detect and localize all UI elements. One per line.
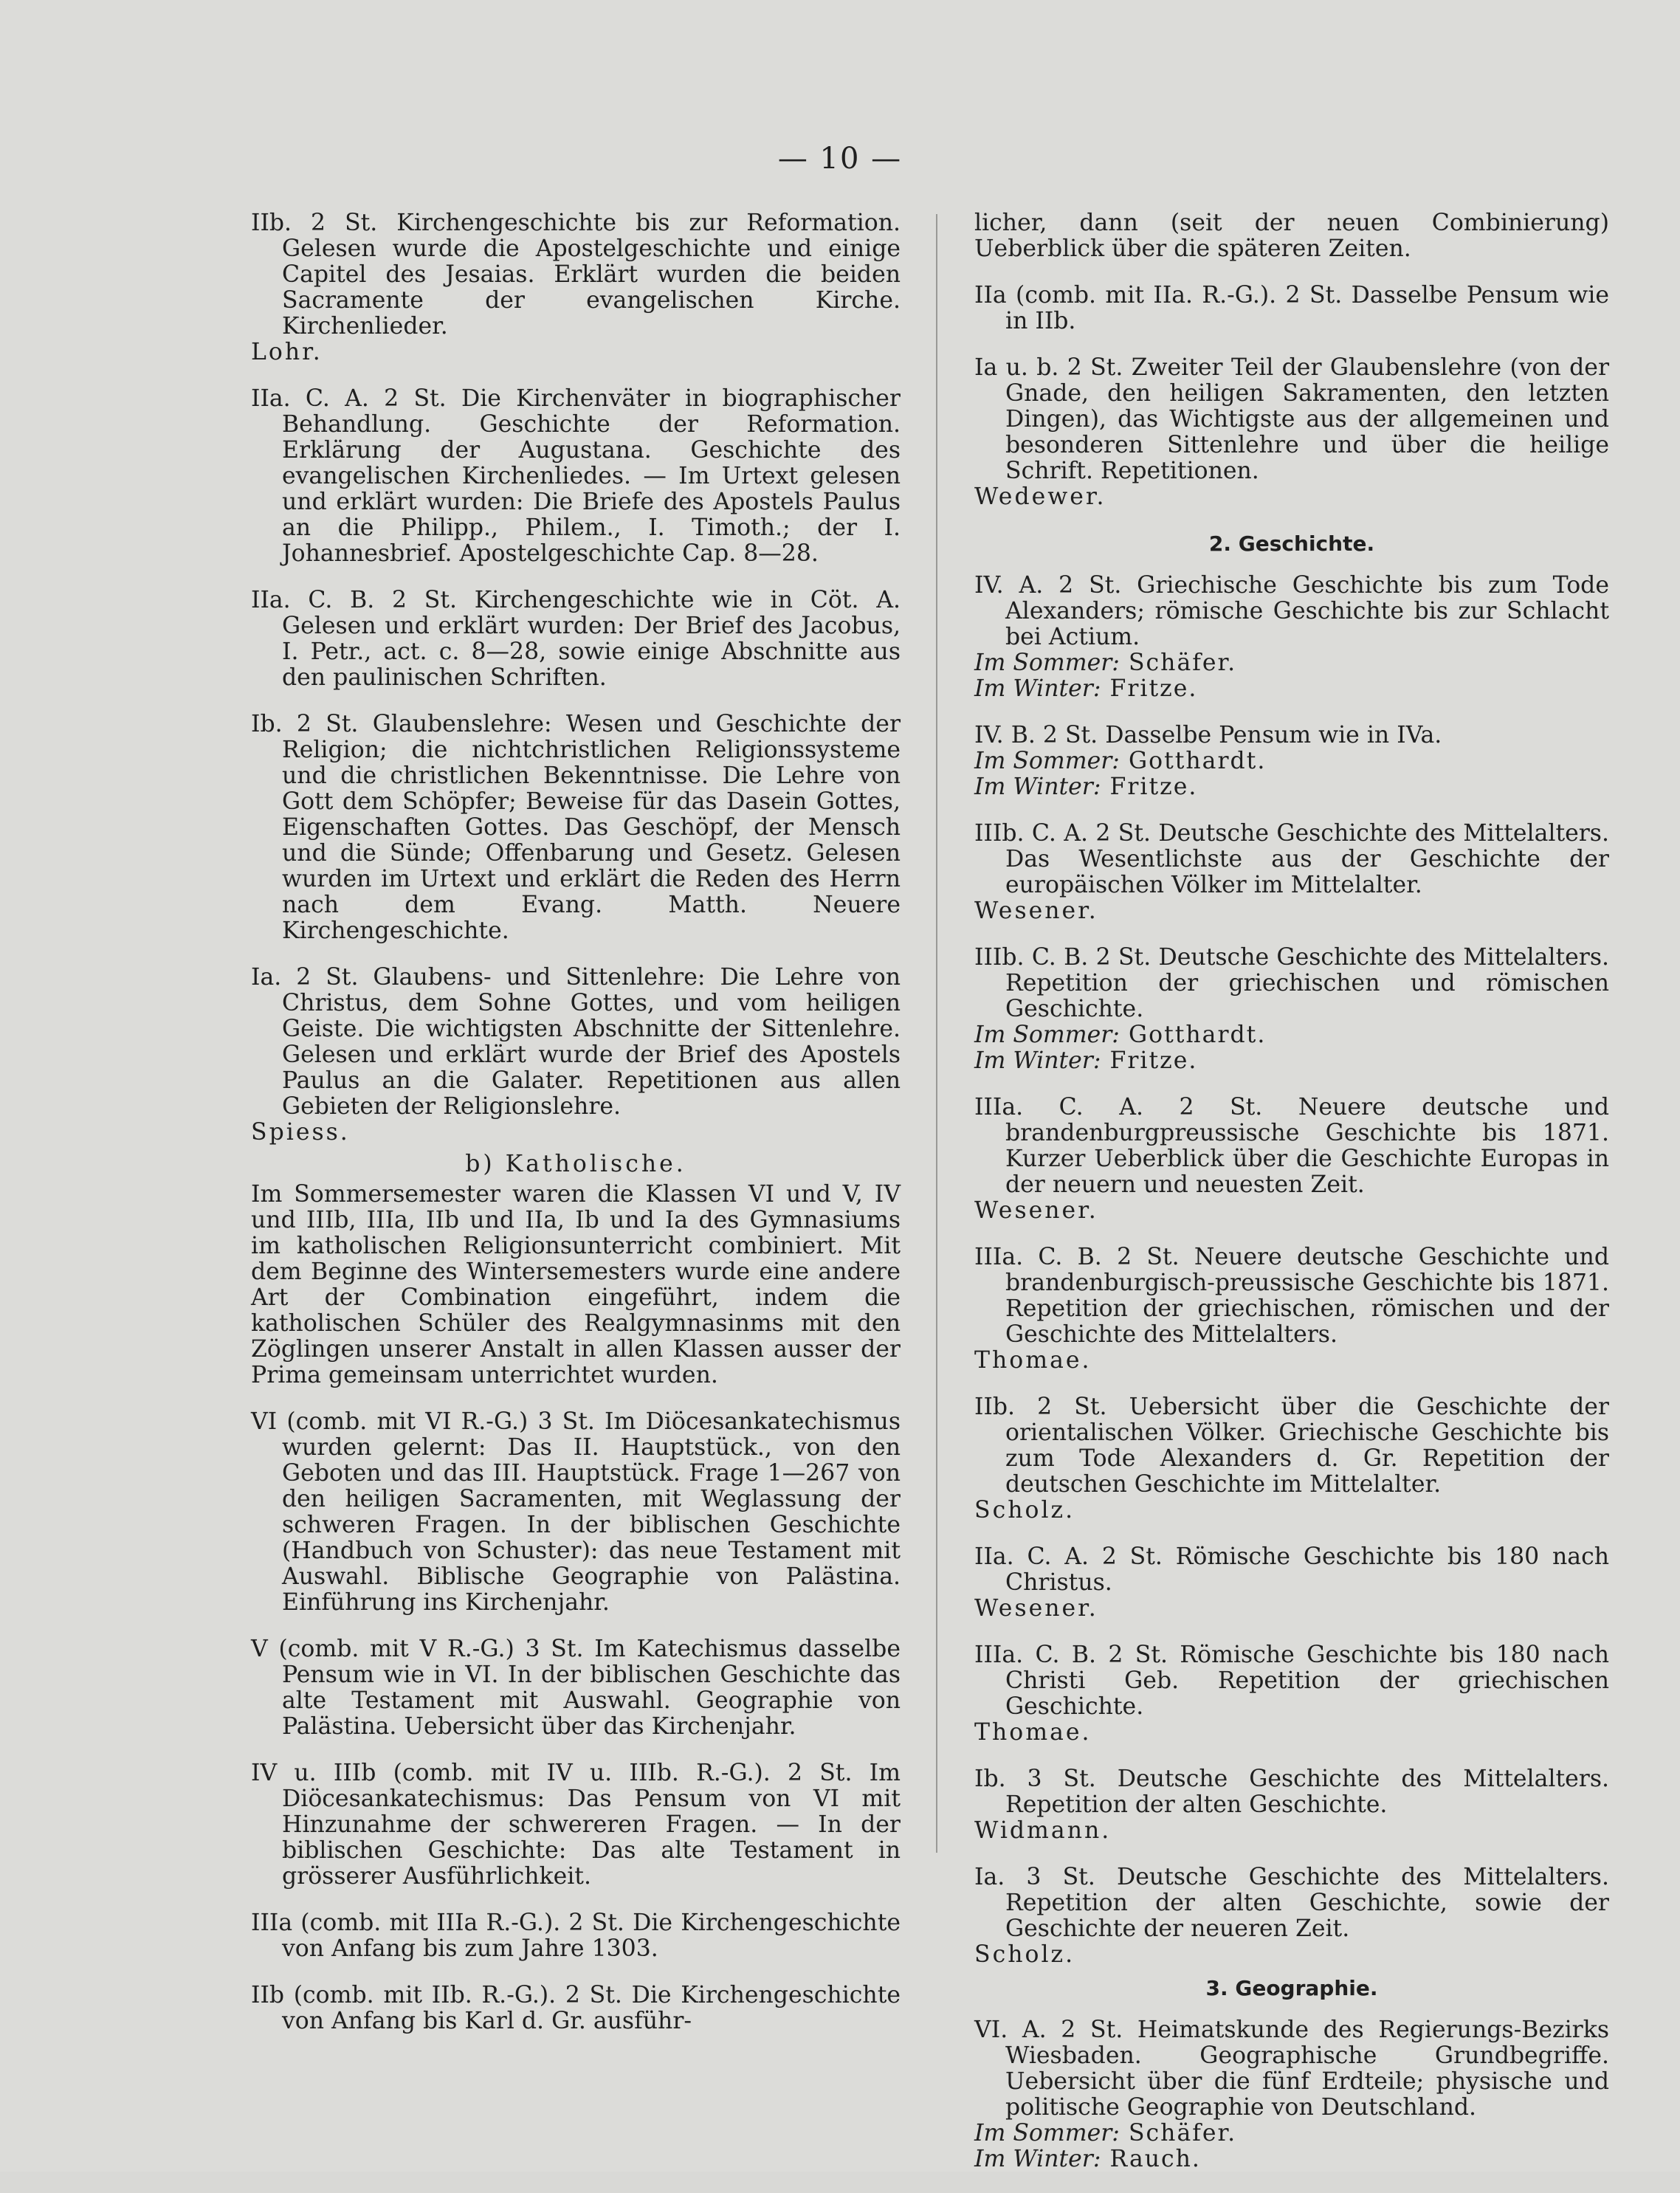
geographie-heading: 3. Geographie. bbox=[1205, 1976, 1378, 2000]
entry-text: IIa. C. A. 2 St. Römische Geschichte bis 180 nach Christus. bbox=[974, 1543, 1609, 1596]
entry-text: Ib. 3 St. Deutsche Geschichte des Mittelalters. Repetition der alten Geschichte. bbox=[974, 1766, 1609, 1818]
teacher-signature: Lohr. bbox=[251, 339, 323, 365]
entry-iia-ca-geschichte bbox=[974, 1544, 1609, 1622]
entry-text: IIa. C. B. 2 St. Kirchengeschichte wie in Cöt. A. Gelesen und erklärt wurden: Der Brief des Jacobus, I. Petr., act. c. 8—28, sowie einige Abschnitte aus den paulinischen Schriften. bbox=[251, 587, 901, 691]
entry-text: VI (comb. mit VI R.-G.) 3 St. Im Diöcesankatechismus wurden gelernt: Das II. Hauptstück., von den Geboten und das III. Hauptstück. Frage 1—267 von den heiligen Sacramenten, mit Weglassung der schweren Fragen. In der biblischen Geschichte (Handbuch von Schuster): das neue Testament mit Auswahl. Biblische Geographie von Palästina. Einführung ins Kirchenjahr. bbox=[251, 1408, 901, 1616]
entry-text: IIIa (comb. mit IIIa R.-G.). 2 St. Die Kirchengeschichte von Anfang bis zum Jahre 1303. bbox=[251, 1910, 901, 1962]
summer-teacher: Im Sommer: Schäfer. bbox=[974, 650, 1237, 676]
teacher-signature: Wesener. bbox=[974, 1197, 1098, 1224]
summer-teacher: Im Sommer: Gotthardt. bbox=[974, 1022, 1267, 1048]
teacher-signature: Wesener. bbox=[974, 1595, 1098, 1622]
entry-text: IV. A. 2 St. Griechische Geschichte bis zum Tode Alexanders; römische Geschichte bis zur Schlacht bei Actium. bbox=[974, 572, 1609, 650]
entry-iiia-ca bbox=[974, 1095, 1609, 1224]
entry-text: IIIb. C. B. 2 St. Deutsche Geschichte des Mittelalters. Repetition der griechischen und römischen Geschichte. bbox=[974, 944, 1609, 1022]
entry-text: VI. A. 2 St. Heimatskunde des Regierungs-Bezirks Wiesbaden. Geographische Grundbegriffe. Uebersicht über die fünf Erdteile; physische und politische Geographie von Deutschland. bbox=[974, 2017, 1609, 2121]
continuation-paragraph: licher, dann (seit der neuen Combinierung) Ueberblick über die späteren Zeiten. bbox=[974, 210, 1609, 262]
winter-teacher: Im Winter: Fritze. bbox=[974, 675, 1198, 702]
entry-text: Ia. 3 St. Deutsche Geschichte des Mittelalters. Repetition der alten Geschichte, sowie der Geschichte der neueren Zeit. bbox=[974, 1864, 1609, 1942]
entry-iiib-cb bbox=[974, 945, 1609, 1074]
entry-ia-geschichte bbox=[974, 1865, 1609, 1968]
continuation-text bbox=[974, 210, 1609, 262]
entry-text: IIb (comb. mit IIb. R.-G.). 2 St. Die Kirchengeschichte von Anfang bis Karl d. Gr. ausführ- bbox=[251, 1982, 901, 2034]
entry-iib-geschichte bbox=[974, 1394, 1609, 1524]
entry-iia-comb bbox=[974, 283, 1609, 334]
entry-iv-iiib bbox=[251, 1760, 901, 1890]
entry-text: IIIa. C. A. 2 St. Neuere deutsche und brandenburgpreussische Geschichte bis 1871. Kurzer Ueberblick über die Geschichte Europas in der neuern und neuesten Zeit. bbox=[974, 1094, 1609, 1198]
entry-ia-glaubenslehre bbox=[251, 965, 901, 1146]
teacher-signature: Wesener. bbox=[974, 898, 1098, 924]
entry-iib-kirchengeschichte bbox=[251, 210, 901, 365]
teacher-signature: Thomae. bbox=[974, 1719, 1092, 1746]
left-column bbox=[251, 210, 901, 2055]
entry-ib-geschichte bbox=[974, 1766, 1609, 1844]
entry-text: IIa (comb. mit IIa. R.-G.). 2 St. Dasselbe Pensum wie in IIb. bbox=[974, 282, 1609, 334]
entry-iv-a bbox=[974, 573, 1609, 702]
intro-text: Im Sommersemester waren die Klassen VI und V, IV und IIIb, IIIa, IIb und IIa, Ib und Ia des Gymnasiums im katholischen Religionsunterricht combiniert. Mit dem Beginne des Wintersemesters wurde eine andere Art der Combination eingeführt, indem die katholischen Schüler des Realgymnasinms mit den Zöglingen unserer Anstalt in allen Klassen ausser der Prima gemeinsam unterrichtet wurden. bbox=[251, 1181, 901, 1388]
entry-text: IIa. C. A. 2 St. Die Kirchenväter in biographischer Behandlung. Geschichte der Reformation. Erklärung der Augustana. Geschichte des evangelischen Kirchenliedes. — Im Urtext gelesen und erklärt wurden: Die Briefe des Apostels Paulus an die Philipp., Philem., I. Timoth.; der I. Johannesbrief. Apostelgeschichte Cap. 8—28. bbox=[251, 385, 901, 567]
geschichte-heading: 2. Geschichte. bbox=[1208, 531, 1375, 556]
winter-teacher: Im Winter: Fritze. bbox=[974, 1047, 1198, 1074]
katholische-heading: b) Katholische. bbox=[465, 1151, 686, 1177]
entry-text: IV. B. 2 St. Dasselbe Pensum wie in IVa. bbox=[974, 722, 1442, 748]
entry-text: IIIa. C. B. 2 St. Römische Geschichte bis 180 nach Christi Geb. Repetition der griechischen Geschichte. bbox=[974, 1642, 1609, 1720]
entry-text: Ib. 2 St. Glaubenslehre: Wesen und Geschichte der Religion; die nichtchristlichen Religionssysteme und die christlichen Bekenntnisse. Die Lehre von Gott dem Schöpfer; Beweise für das Dasein Gottes, Eigenschaften Gottes. Das Geschöpf, der Mensch und die Sünde; Offenbarung und Gesetz. Gelesen wurden im Urtext und erklärt die Reden des Herrn nach dem Evang. Matth. Neuere Kirchengeschichte. bbox=[251, 711, 901, 944]
entry-ia-ib-glaubenslehre bbox=[974, 355, 1609, 510]
entry-text: IIIb. C. A. 2 St. Deutsche Geschichte des Mittelalters. Das Wesentlichste aus der Geschichte der europäischen Völker im Mittelalter. bbox=[974, 820, 1609, 898]
teacher-signature: Widmann. bbox=[974, 1817, 1112, 1844]
entry-text: Ia. 2 St. Glaubens- und Sittenlehre: Die Lehre von Christus, dem Sohne Gottes, und vom heiligen Geiste. Die wichtigsten Abschnitte der Sittenlehre. Gelesen und erklärt wurde der Brief des Apostels Paulus an die Galater. Repetitionen aus allen Gebieten der Religionslehre. bbox=[251, 964, 901, 1120]
entry-text: IIb. 2 St. Uebersicht über die Geschichte der orientalischen Völker. Griechische Geschichte bis zum Tode Alexanders d. Gr. Repetition der deutschen Geschichte im Mittelalter. bbox=[974, 1394, 1609, 1498]
entry-text: V (comb. mit V R.-G.) 3 St. Im Katechismus dasselbe Pensum wie in VI. In der biblischen Geschichte das alte Testament mit Auswahl. Geographie von Palästina. Uebersicht über das Kirchenjahr. bbox=[251, 1636, 901, 1740]
winter-teacher: Im Winter: Rauch. bbox=[974, 2146, 1201, 2172]
entry-iia-cb bbox=[251, 588, 901, 691]
right-column bbox=[974, 210, 1609, 2193]
entry-v-katechismus bbox=[251, 1636, 901, 1740]
summer-teacher: Im Sommer: Schäfer. bbox=[974, 2120, 1237, 2146]
entry-vi-a-geographie bbox=[974, 2017, 1609, 2172]
katholische-intro bbox=[251, 1182, 901, 1388]
column-divider bbox=[936, 214, 937, 1853]
entry-iia-ca bbox=[251, 386, 901, 567]
teacher-signature: Spiess. bbox=[251, 1119, 350, 1146]
entry-iiia-kirchengeschichte bbox=[251, 1910, 901, 1962]
summer-teacher: Im Sommer: Gotthardt. bbox=[974, 748, 1267, 774]
teacher-signature: Scholz. bbox=[974, 1497, 1075, 1524]
entry-iv-b bbox=[974, 723, 1609, 800]
teacher-signature: Thomae. bbox=[974, 1347, 1092, 1374]
entry-iib-kirchengeschichte-comb bbox=[251, 1983, 901, 2034]
teacher-signature: Wedewer. bbox=[974, 483, 1106, 510]
entry-vi-katechismus bbox=[251, 1409, 901, 1616]
entry-text: IIb. 2 St. Kirchengeschichte bis zur Reformation. Gelesen wurde die Apostelgeschichte und einige Capitel des Jesaias. Erklärt wurden die beiden Sacramente der evangelischen Kirche. Kirchenlieder. bbox=[251, 210, 901, 340]
entry-text: IV u. IIIb (comb. mit IV u. IIIb. R.-G.). 2 St. Im Diöcesankatechismus: Das Pensum von VI mit Hinzunahme der schwereren Fragen. — In der biblischen Geschichte: Das alte Testament in grösserer Ausführlichkeit. bbox=[251, 1760, 901, 1890]
winter-teacher: Im Winter: Fritze. bbox=[974, 774, 1198, 800]
entry-iiia-cb bbox=[974, 1244, 1609, 1374]
entry-text: Ia u. b. 2 St. Zweiter Teil der Glaubenslehre (von der Gnade, den heiligen Sakramenten, den letzten Dingen), das Wichtigste aus der allgemeinen und besonderen Sittenlehre und über die heilige Schrift. Repetitionen. bbox=[974, 354, 1609, 484]
entry-text: IIIa. C. B. 2 St. Neuere deutsche Geschichte und brandenburgisch-preussische Geschichte bis 1871. Repetition der griechischen, römischen und der Geschichte des Mittelalters. bbox=[974, 1244, 1609, 1348]
page-number: — 10 — bbox=[777, 142, 903, 176]
teacher-signature: Scholz. bbox=[974, 1941, 1075, 1968]
entry-iiia-cb-roemisch bbox=[974, 1642, 1609, 1746]
entry-ib-glaubenslehre bbox=[251, 712, 901, 944]
entry-iiib-ca bbox=[974, 821, 1609, 924]
